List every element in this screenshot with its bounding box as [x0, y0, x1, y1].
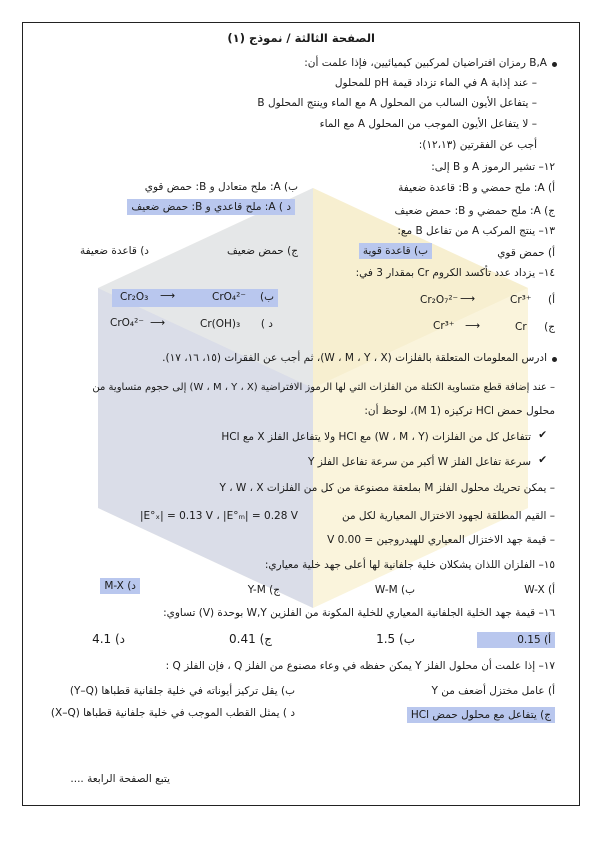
q14-option-b-label: ب)	[260, 291, 274, 303]
q16-option-d[interactable]: د) 4.1	[92, 632, 125, 646]
q14-option-b-left: Cr₂O₃	[120, 291, 149, 303]
q14-option-b[interactable]	[112, 289, 278, 307]
q15-option-b[interactable]: ب) W-M	[374, 584, 415, 596]
intro-condition-2: – يتفاعل الأيون السالب من المحلول A مع الماء وينتج المحلول B	[257, 97, 537, 109]
q16-option-c[interactable]: ج) 0.41	[229, 632, 272, 646]
q13-option-c[interactable]: ج) حمض ضعيف	[227, 245, 298, 257]
q15-stem: ١٥– الفلزان اللذان يشكلان خلية جلفانية لها أعلى جهد خلية معياري:	[264, 559, 555, 571]
q12-option-c[interactable]: ج) A: ملح حمضي و B: حمض ضعيف	[394, 205, 555, 217]
q14-stem: ١٤– يزداد عدد تأكسد الكروم Cr بمقدار 3 في:	[355, 267, 555, 279]
q16-stem: ١٦– قيمة جهد الخلية الجلفانية المعياري للخلية المكونة من الفلزين W,Y بوحدة (V) تساوي:	[163, 607, 555, 619]
metals-line-2: – يمكن تحريك محلول الفلز M بملعقة مصنوعة من كل من الفلزات Y ، W ، X	[219, 482, 555, 494]
reaction-arrow-icon: ⟶	[150, 317, 166, 329]
metals-line-1: – عند إضافة قطع متساوية الكتلة من الفلزات التي لها الرموز الافتراضية (W ، M ، Y ، X) إلى حجوم متساوية من	[92, 382, 555, 393]
metals-line-1b: محلول حمض HCl تركيزه (1 M)، لوحظ أن:	[364, 405, 555, 417]
intro-instruction: أجب عن الفقرتين (١٢،١٣):	[418, 139, 537, 151]
q12-option-a[interactable]: أ) A: ملح حمضي و B: قاعدة ضعيفة	[398, 182, 555, 194]
q14-option-a-left: Cr₂O₇²⁻	[420, 294, 459, 306]
reaction-arrow-icon: ⟶	[465, 320, 481, 332]
metals-line-3: – القيم المطلقة لجهود الاختزال المعيارية لكل من	[341, 510, 555, 522]
q13-option-a[interactable]: أ) حمض قوي	[497, 247, 555, 259]
metals-check-2: سرعة تفاعل الفلز W أكبر من سرعة تفاعل الفلز Y	[307, 456, 531, 468]
intro-stem: B,A رمزان افتراضيان لمركبين كيميائيين، فإذا علمت أن:	[304, 57, 547, 69]
q15-option-d[interactable]: د) M-X	[100, 578, 140, 594]
intro-condition-3: – لا يتفاعل الأيون الموجب من المحلول A مع الماء	[319, 118, 537, 130]
reaction-arrow-icon: ⟶	[160, 290, 176, 302]
intro-condition-1: – عند إذابة A في الماء تزداد قيمة pH للمحلول	[334, 77, 537, 89]
q14-option-d-left: CrO₄²⁻	[110, 317, 144, 329]
q14-option-d-right: Cr(OH)₃	[200, 318, 241, 330]
q17-option-b[interactable]: ب) يقل تركيز أيوناته في خلية جلفانية قطباها (Y–Q)	[69, 685, 295, 697]
metals-line-3-values: |E°ₓ| = 0.13 V ، |E°ₘ| = 0.28 V	[140, 510, 298, 522]
q15-option-c[interactable]: ج) Y-M	[247, 584, 280, 596]
page-title: الصفحة الثالثة / نموذج (١)	[227, 31, 375, 45]
page-footer: يتبع الصفحة الرابعة ....	[70, 773, 170, 785]
metals-stem: ادرس المعلومات المتعلقة بالفلزات (W ، M ، Y ، X)، ثم أجب عن الفقرات (١٥، ١٦، ١٧).	[162, 352, 547, 364]
q13-option-d[interactable]: د) قاعدة ضعيفة	[79, 245, 149, 257]
metals-check-1: تتفاعل كل من الفلزات (W ، M ، Y) مع HCl ولا يتفاعل الفلز X مع HCl	[221, 431, 531, 443]
reaction-arrow-icon: ⟶	[460, 293, 476, 305]
q14-option-c-right: Cr	[515, 321, 527, 333]
check-icon: ✔	[538, 429, 547, 441]
q14-option-a-label[interactable]: أ)	[547, 294, 555, 306]
q12-stem: ١٢– تشير الرموز A و B إلى:	[431, 161, 555, 173]
q14-option-c-left: Cr³⁺	[433, 320, 455, 332]
q15-option-a[interactable]: أ) W-X	[524, 584, 555, 596]
q17-option-d[interactable]: د ) يمثل القطب الموجب في خلية جلفانية قطباها (X–Q)	[50, 707, 295, 719]
metals-line-4: – قيمة جهد الاختزال المعياري للهيدروجين = 0.00 V	[327, 534, 555, 546]
q12-option-b[interactable]: ب) A: ملح متعادل و B: حمض قوي	[144, 181, 298, 193]
q16-option-b[interactable]: ب) 1.5	[376, 632, 415, 646]
q13-stem: ١٣– ينتج المركب A من تفاعل B مع:	[397, 225, 555, 237]
q16-option-a[interactable]: أ) 0.15	[477, 632, 555, 648]
bullet-dot	[552, 62, 557, 67]
q14-option-d-label[interactable]: د )	[260, 318, 273, 330]
q14-option-a-right: Cr³⁺	[510, 294, 532, 306]
q14-option-b-right: CrO₄²⁻	[212, 291, 246, 303]
q17-option-a[interactable]: أ) عامل مختزل أضعف من Y	[431, 685, 555, 697]
bullet-dot	[552, 357, 557, 362]
q12-option-d[interactable]: د ) A: ملح قاعدي و B: حمض ضعيف	[127, 199, 295, 215]
q17-option-c[interactable]: ج) يتفاعل مع محلول حمض HCl	[407, 707, 555, 723]
check-icon: ✔	[538, 454, 547, 466]
q13-option-b[interactable]: ب) قاعدة قوية	[359, 243, 432, 259]
q14-option-c-label[interactable]: ج)	[544, 321, 555, 333]
q17-stem: ١٧– إذا علمت أن محلول الفلز Y يمكن حفظه في وعاء مصنوع من الفلز Q ، فإن الفلز Q :	[165, 660, 555, 672]
